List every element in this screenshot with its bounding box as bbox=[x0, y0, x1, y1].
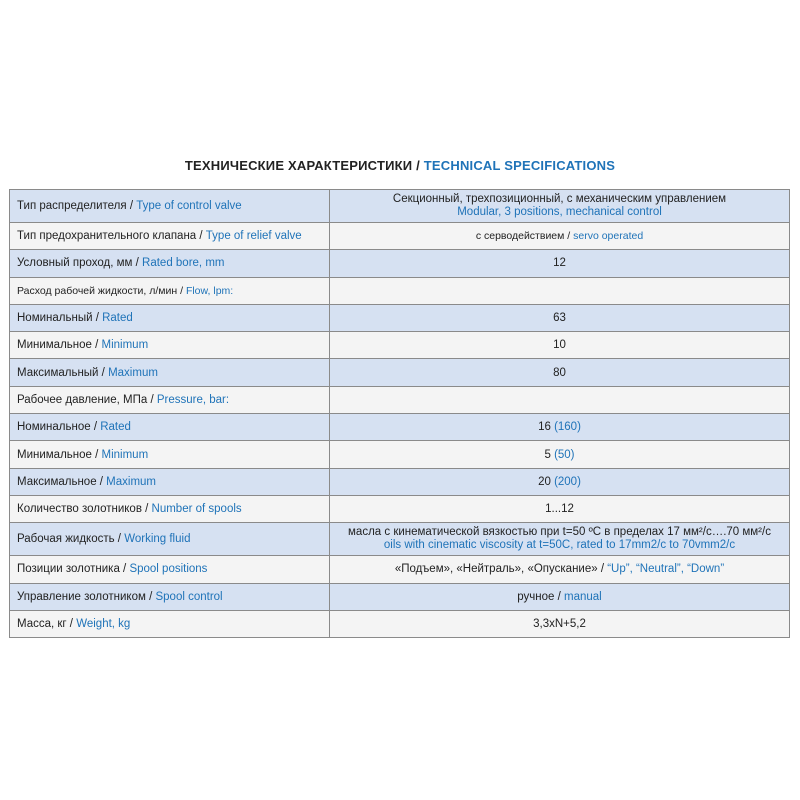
label-ru: Минимальное / bbox=[17, 339, 102, 352]
row-value bbox=[330, 223, 790, 250]
row-label bbox=[10, 277, 330, 304]
label-ru: Тип предохранительного клапана / bbox=[17, 230, 206, 243]
row-value: 12 bbox=[330, 250, 790, 277]
value-en: “Up”, “Neutral”, “Down” bbox=[607, 563, 725, 576]
row-label bbox=[10, 523, 330, 556]
table-row bbox=[10, 523, 790, 556]
table-row bbox=[10, 332, 790, 359]
value-en: (160) bbox=[554, 421, 581, 434]
label-ru: Масса, кг / bbox=[17, 618, 77, 630]
label-en: Weight, kg bbox=[76, 618, 131, 630]
table-row bbox=[10, 250, 790, 277]
label-ru: Тип распределителя / bbox=[17, 199, 137, 212]
specifications-table bbox=[9, 189, 790, 638]
row-label bbox=[10, 414, 330, 441]
label-en: Rated bore, mm bbox=[142, 257, 225, 270]
row-value bbox=[330, 523, 790, 556]
table-row bbox=[10, 304, 790, 331]
row-value bbox=[330, 414, 790, 441]
label-ru: Расход рабочей жидкости, л/мин / bbox=[17, 284, 186, 297]
label-en: Spool control bbox=[155, 590, 223, 603]
label-ru: Условный проход, мм / bbox=[17, 257, 143, 270]
label-en: Minimum bbox=[101, 339, 149, 352]
value-ru: 5 bbox=[544, 448, 555, 461]
value-ru: с серводействием / bbox=[475, 230, 574, 243]
label-ru: Номинальный / bbox=[17, 312, 103, 325]
row-value bbox=[330, 556, 790, 583]
label-en: Spool positions bbox=[129, 563, 208, 576]
value-ru: Секционный, трехпозиционный, с механическим управлением bbox=[392, 193, 727, 205]
row-value bbox=[330, 277, 790, 304]
value-en: (50) bbox=[554, 448, 575, 461]
row-label bbox=[10, 468, 330, 495]
value-ru: 20 bbox=[538, 475, 555, 488]
title-en: TECHNICAL SPECIFICATIONS bbox=[423, 158, 616, 173]
row-value: 80 bbox=[330, 359, 790, 386]
table-row bbox=[10, 359, 790, 386]
row-label bbox=[10, 304, 330, 331]
value-en: Modular, 3 positions, mechanical control bbox=[457, 206, 662, 218]
row-label bbox=[10, 610, 330, 637]
table-row bbox=[10, 583, 790, 610]
table-row bbox=[10, 441, 790, 468]
value-en: servo operated bbox=[573, 230, 644, 243]
value-ru: «Подъем», «Нейтраль», «Опускание» / bbox=[394, 563, 608, 576]
label-en: Maximum bbox=[106, 475, 157, 488]
table-row bbox=[10, 386, 790, 413]
table-row bbox=[10, 610, 790, 637]
label-ru: Максимальный / bbox=[17, 366, 109, 379]
label-ru: Количество золотников / bbox=[17, 503, 152, 516]
row-value bbox=[330, 583, 790, 610]
row-value: 3,3xN+5,2 bbox=[330, 610, 790, 637]
row-value bbox=[330, 190, 790, 223]
row-value: 10 bbox=[330, 332, 790, 359]
table-row bbox=[10, 277, 790, 304]
label-ru: Управление золотником / bbox=[17, 590, 156, 603]
label-ru: Рабочая жидкость / bbox=[17, 532, 125, 545]
row-label bbox=[10, 556, 330, 583]
row-label bbox=[10, 583, 330, 610]
row-label bbox=[10, 223, 330, 250]
value-en: oils with cinematic viscosity at t=50C, rated to 17mm2/c to 70vmm2/c bbox=[383, 539, 736, 552]
row-label bbox=[10, 250, 330, 277]
label-en: Type of relief valve bbox=[205, 230, 302, 243]
value-ru: 16 bbox=[538, 421, 555, 434]
row-label bbox=[10, 441, 330, 468]
label-en: Flow, lpm: bbox=[185, 284, 234, 297]
table-row bbox=[10, 190, 790, 223]
value-ru: масла с кинематической вязкостью при t=50 ºС в пределах 17 мм²/с….70 мм²/с bbox=[348, 526, 771, 539]
row-label bbox=[10, 332, 330, 359]
value-en: manual bbox=[564, 590, 602, 603]
label-ru: Номинальное / bbox=[17, 421, 101, 434]
label-en: Maximum bbox=[108, 366, 158, 379]
title-ru: ТЕХНИЧЕСКИЕ ХАРАКТЕРИСТИКИ / bbox=[184, 158, 424, 173]
label-en: Rated bbox=[100, 421, 131, 434]
label-ru: Рабочее давление, МПа / bbox=[17, 393, 157, 406]
row-value bbox=[330, 468, 790, 495]
label-ru: Позиции золотника / bbox=[17, 563, 130, 576]
page-title bbox=[0, 158, 800, 173]
table-row bbox=[10, 414, 790, 441]
value-ru: ручное / bbox=[517, 590, 565, 603]
label-en: Minimum bbox=[101, 448, 149, 461]
label-en: Rated bbox=[102, 312, 133, 325]
label-en: Pressure, bar: bbox=[156, 393, 230, 406]
value-en: (200) bbox=[554, 475, 581, 488]
row-value: 63 bbox=[330, 304, 790, 331]
table-row bbox=[10, 556, 790, 583]
row-label bbox=[10, 386, 330, 413]
label-en: Working fluid bbox=[124, 532, 191, 545]
table-row bbox=[10, 468, 790, 495]
table-row bbox=[10, 495, 790, 522]
row-label bbox=[10, 190, 330, 223]
row-label bbox=[10, 359, 330, 386]
label-en: Type of control valve bbox=[136, 199, 242, 212]
row-value bbox=[330, 386, 790, 413]
row-label bbox=[10, 495, 330, 522]
label-ru: Максимальное / bbox=[17, 475, 107, 488]
row-value: 1...12 bbox=[330, 495, 790, 522]
row-value bbox=[330, 441, 790, 468]
label-ru: Минимальное / bbox=[17, 448, 102, 461]
label-en: Number of spools bbox=[151, 503, 242, 516]
table-row bbox=[10, 223, 790, 250]
